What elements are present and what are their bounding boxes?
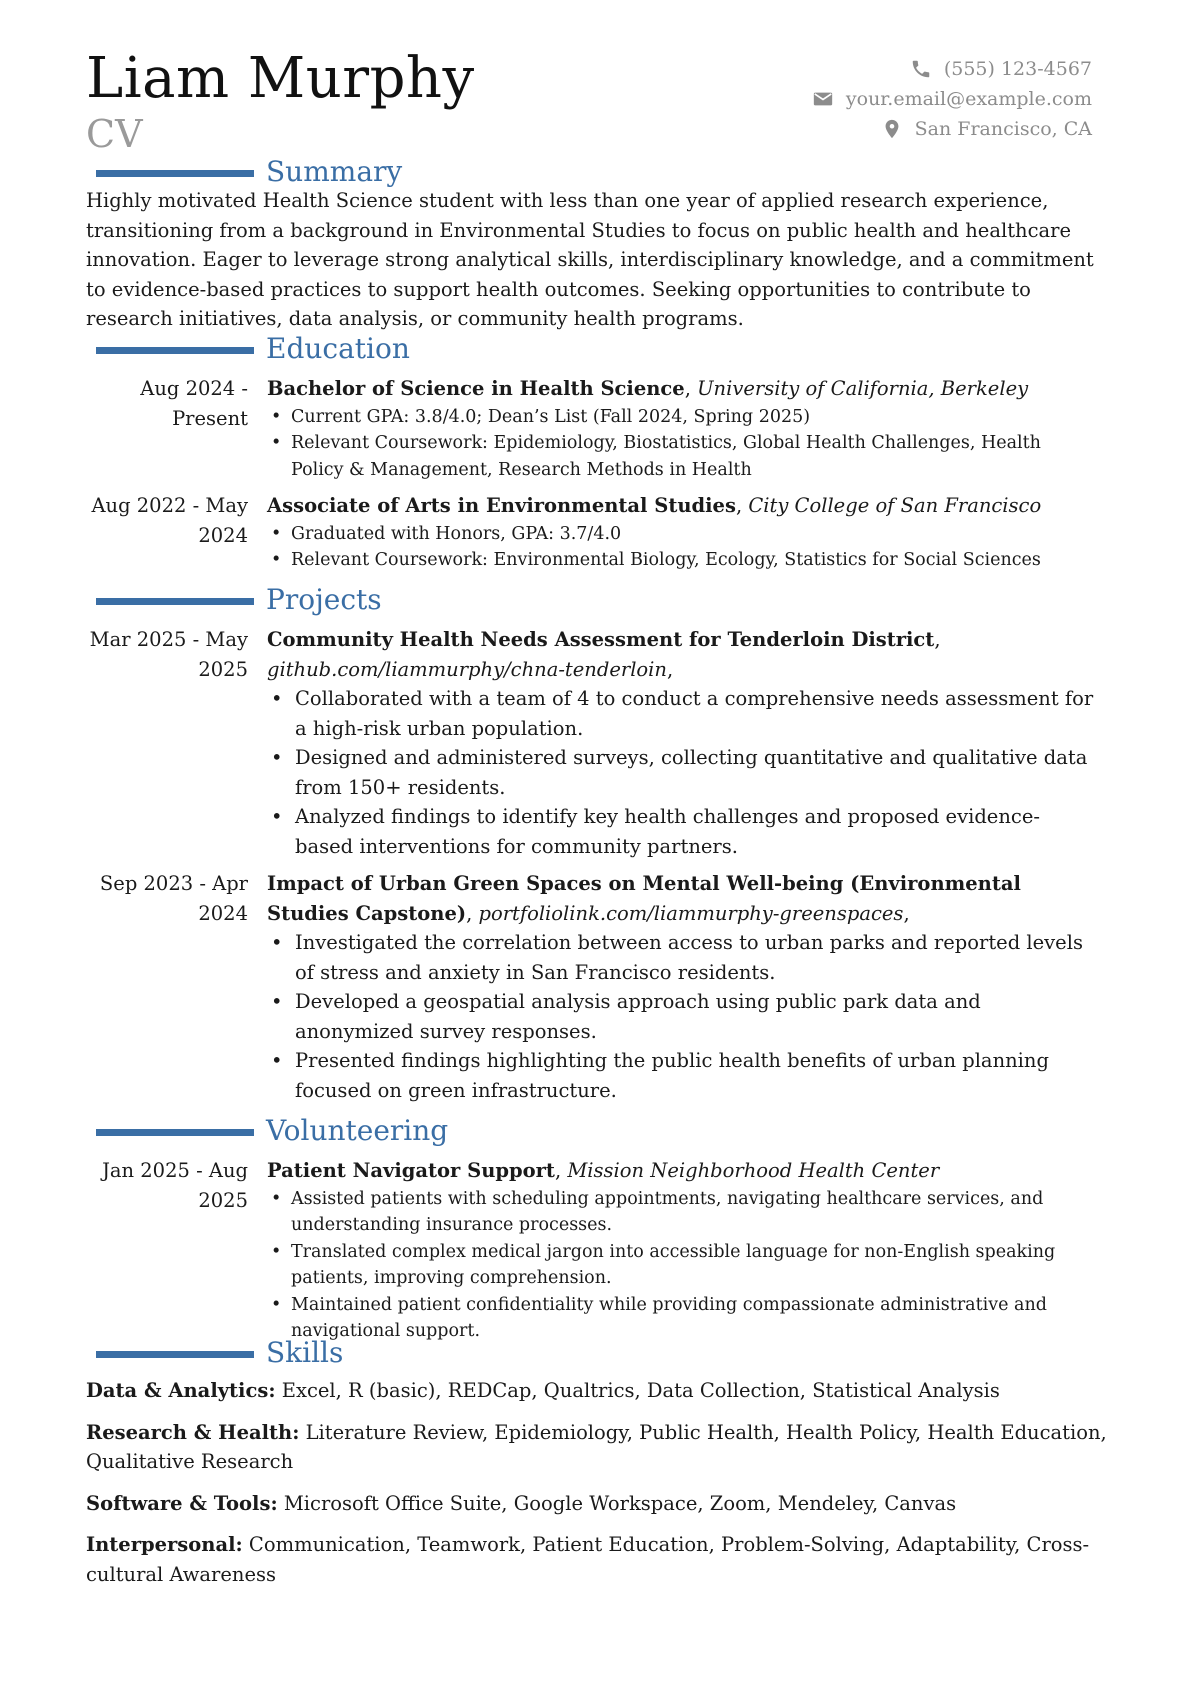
entry-date: Aug 2024 - Present [140, 377, 248, 430]
skill-row [86, 1530, 1110, 1589]
section-heading-skills [96, 1336, 1096, 1370]
section-heading-education [96, 332, 1096, 366]
skill-row [86, 1376, 1110, 1406]
list-item: • Collaborated with a team of 4 to conduct a comprehensive needs assessment for a high-risk urban population. [267, 684, 1097, 743]
institution-name: University of California, Berkeley [697, 377, 1029, 400]
skill-row [86, 1418, 1110, 1477]
list-item: • Analyzed findings to identify key health challenges and proposed evidence-based interventions for community partners. [267, 802, 1097, 861]
resume-header [86, 46, 1092, 156]
list-item: • Developed a geospatial analysis approach using public park data and anonymized survey responses. [267, 987, 1097, 1046]
entry-heading: Associate of Arts in Environmental Studies, City College of San Francisco [267, 494, 1042, 517]
entry-bullets [267, 521, 1097, 574]
list-item: • Current GPA: 3.8/4.0; Dean’s List (Fall 2024, Spring 2025) [267, 404, 1097, 431]
skill-items: Communication, Teamwork, Patient Education, Problem-Solving, Adaptability, Cross-cultural Awareness [86, 1533, 1090, 1586]
project-link[interactable]: github.com/liammurphy/chna-tenderloin [267, 657, 667, 681]
section-title: Skills [266, 1336, 344, 1369]
location-text: San Francisco, CA [914, 118, 1092, 140]
contact-phone [812, 54, 1092, 84]
section-rule [96, 598, 254, 605]
degree-title: Associate of Arts in Environmental Studies [267, 494, 736, 517]
section-heading-summary [96, 155, 1096, 189]
section-title: Summary [266, 155, 403, 188]
section-rule [96, 170, 254, 177]
person-name: Liam Murphy [86, 46, 475, 111]
section-title: Projects [266, 583, 382, 616]
skills-list [86, 1376, 1110, 1601]
list-item: • Investigated the correlation between access to urban parks and reported levels of stress and anxiety in San Francisco residents. [267, 928, 1097, 987]
envelope-icon [812, 88, 834, 110]
skill-label: Software & Tools: [86, 1491, 278, 1515]
section-rule [96, 1129, 254, 1136]
skill-label: Interpersonal: [86, 1533, 243, 1556]
organization-name: Mission Neighborhood Health Center [567, 1159, 940, 1182]
list-item: • Assisted patients with scheduling appointments, navigating healthcare services, and understanding insurance processes. [267, 1186, 1097, 1239]
skill-items: Literature Review, Epidemiology, Public Health, Health Policy, Health Education, Qualitative Research [86, 1420, 1107, 1473]
entry-bullets [267, 928, 1097, 1105]
list-item: • Designed and administered surveys, collecting quantitative and qualitative data from 150+ residents. [267, 743, 1097, 802]
project-link[interactable]: portfoliolink.com/liammurphy-greenspaces [478, 901, 904, 925]
email-address[interactable]: your.email@example.com [845, 88, 1092, 110]
map-pin-icon [881, 118, 903, 140]
contact-location [812, 114, 1092, 144]
contact-info [812, 54, 1092, 144]
section-title: Volunteering [266, 1114, 449, 1147]
degree-title: Bachelor of Science in Health Science [267, 377, 685, 400]
section-rule [96, 1351, 254, 1358]
list-item: • Relevant Coursework: Epidemiology, Biostatistics, Global Health Challenges, Health Policy & Management, Research Methods in Health [267, 430, 1097, 483]
entry-date: Sep 2023 - Apr 2024 [99, 872, 248, 925]
phone-icon [910, 58, 932, 80]
section-title: Education [266, 332, 410, 365]
project-title: Community Health Needs Assessment for Tenderloin District [267, 628, 935, 651]
entry-heading: Bachelor of Science in Health Science, University of California, Berkeley [267, 377, 1029, 400]
skill-row [86, 1489, 1110, 1519]
entry-heading: Patient Navigator Support, Mission Neighborhood Health Center [267, 1159, 940, 1182]
entry-bullets [267, 684, 1097, 861]
role-title: Patient Navigator Support [267, 1159, 555, 1182]
entry-bullets [267, 404, 1097, 484]
list-item: • Presented findings highlighting the public health benefits of urban planning focused on green infrastructure. [267, 1046, 1097, 1105]
contact-email [812, 84, 1092, 114]
section-rule [96, 347, 254, 354]
section-heading-volunteering [96, 1114, 1096, 1148]
entry-bullets [267, 1186, 1097, 1345]
skill-label: Research & Health: [86, 1420, 300, 1444]
summary-text: Highly motivated Health Science student with less than one year of applied research experience, transitioning from a background in Environmental Studies to focus on public health and healthcare innovation. Eager to leverage strong analytical skills, interdisciplinary knowledge, and a commitment to evidence-based practices to support health outcomes. Seeking opportunities to contribute to research initiatives, data analysis, or community health programs. [86, 189, 1094, 330]
list-item: • Relevant Coursework: Environmental Biology, Ecology, Statistics for Social Sciences [267, 547, 1097, 574]
entry-date: Aug 2022 - May 2024 [91, 494, 248, 547]
phone-number: (555) 123-4567 [943, 58, 1092, 80]
institution-name: City College of San Francisco [748, 494, 1042, 517]
entry-date: Jan 2025 - Aug 2025 [102, 1159, 248, 1212]
skill-items: Microsoft Office Suite, Google Workspace, Zoom, Mendeley, Canvas [283, 1491, 957, 1515]
entry-date: Mar 2025 - May 2025 [89, 628, 248, 681]
skill-items: Excel, R (basic), REDCap, Qualtrics, Data Collection, Statistical Analysis [281, 1379, 1000, 1402]
section-heading-projects [96, 583, 1096, 617]
list-item: • Maintained patient confidentiality while providing compassionate administrative and navigational support. [267, 1292, 1097, 1345]
list-item: • Graduated with Honors, GPA: 3.7/4.0 [267, 521, 1097, 548]
list-item: • Translated complex medical jargon into accessible language for non-English speaking patients, improving comprehension. [267, 1239, 1097, 1292]
entry-heading: Community Health Needs Assessment for Tenderloin District, github.com/liammurphy/chna-tenderloin, [267, 628, 941, 681]
document-subtitle: CV [86, 112, 143, 156]
entry-heading: Impact of Urban Green Spaces on Mental Well-being (Environmental Studies Capstone), portfoliolink.com/liammurphy-greenspaces, [267, 872, 1021, 925]
project-title: Impact of Urban Green Spaces on Mental Well-being (Environmental Studies Capstone) [267, 872, 1021, 925]
skill-label: Data & Analytics: [86, 1379, 276, 1402]
